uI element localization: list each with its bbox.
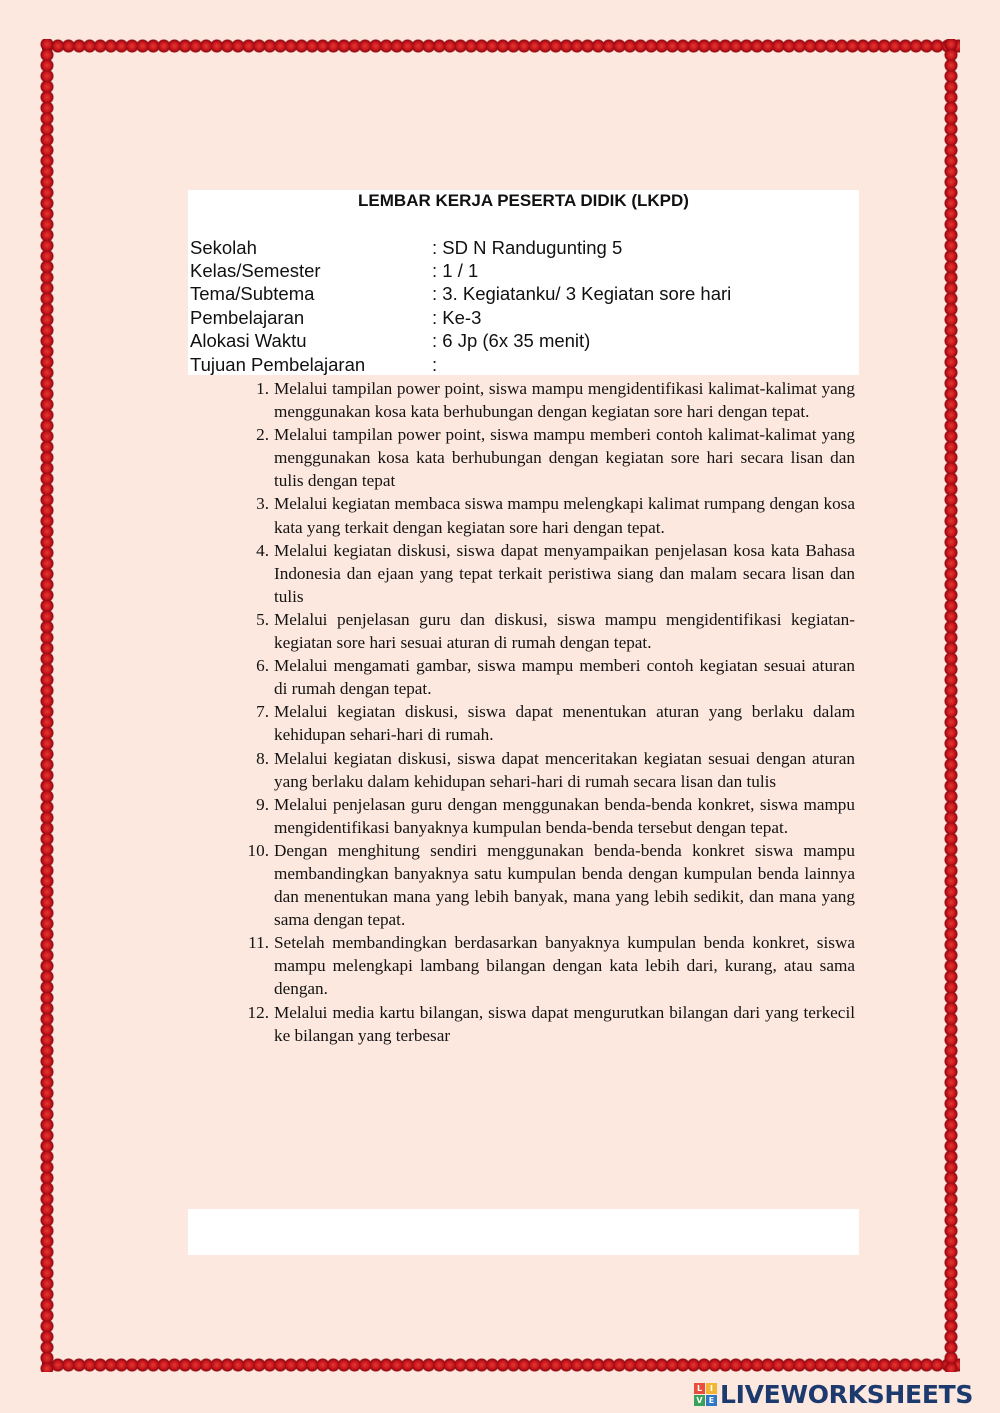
objectives-list [247,377,855,1047]
list-text: Melalui penjelasan guru dan diskusi, siswa mampu mengidentifikasi kegiatan-kegiatan sore hari sesuai aturan di rumah dengan tepat. [274,609,855,653]
liveworksheets-logo [694,1378,973,1410]
decorative-border-left [40,39,54,1372]
logo-text: LIVEWORKSHEETS [720,1379,974,1409]
answer-field[interactable] [188,1209,859,1255]
decorative-border-bottom [42,1358,960,1372]
logo-badge-icon [694,1383,717,1406]
list-item [256,492,855,538]
list-text: Melalui kegiatan diskusi, siswa dapat menentukan aturan yang berlaku dalam kehidupan sehari-hari di rumah. [274,702,855,745]
logo-letter: E [706,1395,717,1406]
info-row-theme [190,282,850,306]
info-value: : 3. Kegiatanku/ 3 Kegiatan sore hari [432,283,732,304]
list-text: Setelah membandingkan berdasarkan banyaknya kumpulan benda konkret, siswa mampu melengkapi lambang bilangan dengan kata lebih dari, kurang, atau sama dengan. [274,933,855,999]
info-label: Pembelajaran [190,307,305,328]
info-row-learning-objectives [190,353,850,377]
info-label: Kelas/Semester [190,260,321,281]
list-item [247,839,855,931]
list-text: Dengan menghitung sendiri menggunakan benda-benda konkret siswa mampu membandingkan banyaknya satu kumpulan benda dengan kumpulan benda lainnya dan menentukan mana yang lebih banyak, mana yang lebih sedikit, dan mana yang sama dengan tepat. [274,840,855,930]
list-text: Melalui tampilan power point, siswa mampu memberi contoh kalimat-kalimat yang menggunakan kosa kata berhubungan dengan kegiatan sore hari secara lisan dan tulis dengan tepat [274,425,855,491]
worksheet-title: LEMBAR KERJA PESERTA DIDIK (LKPD) [358,191,689,210]
info-row-class-semester [190,259,850,283]
list-number: 8. [256,748,269,768]
logo-letter: L [694,1383,705,1394]
list-number: 7. [256,702,269,722]
info-label: Tema/Subtema [190,283,315,304]
list-item [256,700,855,746]
list-number: 2. [256,425,269,445]
list-item [256,608,855,654]
list-number: 9. [256,794,269,814]
list-text: Melalui media kartu bilangan, siswa dapat mengurutkan bilangan dari yang terkecil ke bilangan yang terbesar [274,1002,855,1045]
info-label: Sekolah [190,237,257,258]
decorative-border-right [944,39,958,1372]
logo-letter: V [694,1395,705,1406]
list-item [256,423,855,492]
list-item [247,1001,855,1047]
info-value: : 1 / 1 [432,260,479,281]
info-value: : 6 Jp (6x 35 menit) [432,330,591,351]
info-label: Tujuan Pembelajaran [190,354,366,375]
list-number: 1. [256,379,269,398]
list-text: Melalui kegiatan diskusi, siswa dapat menceritakan kegiatan sesuai dengan aturan yang berlaku dalam kehidupan sehari-hari di rumah secara lisan dan tulis [274,748,855,791]
info-row-school [190,236,850,260]
list-number: 12. [247,1002,269,1022]
list-number: 4. [256,540,269,560]
list-text: Melalui kegiatan membaca siswa mampu melengkapi kalimat rumpang dengan kosa kata yang terkait dengan kegiatan sore hari dengan tepat. [274,494,855,537]
info-row-lesson [190,306,850,330]
list-item [256,654,855,700]
list-number: 3. [256,494,269,514]
info-label: Alokasi Waktu [190,330,307,351]
list-item [248,931,855,1000]
list-number: 5. [256,609,269,629]
list-number: 6. [256,656,269,676]
list-text: Melalui mengamati gambar, siswa mampu memberi contoh kegiatan sesuai aturan di rumah dengan tepat. [274,656,855,699]
info-value: : Ke-3 [432,307,482,328]
list-item [256,539,855,608]
decorative-border-top [42,39,960,53]
logo-letter: I [706,1383,717,1394]
list-item [256,793,855,839]
info-value: : SD N Randugunting 5 [432,237,623,258]
list-text: Melalui kegiatan diskusi, siswa dapat menyampaikan penjelasan kosa kata Bahasa Indonesia dan ejaan yang tepat terkait peristiwa siang dan malam secara lisan dan tulis [274,540,855,606]
list-number: 10. [247,840,269,860]
list-number: 11. [248,933,269,953]
list-item [256,747,855,793]
info-row-time-allocation [190,329,850,353]
info-value: : [432,354,438,375]
list-text: Melalui tampilan power point, siswa mampu mengidentifikasi kalimat-kalimat yang menggunakan kosa kata berhubungan dengan kegiatan sore hari dengan tepat. [274,379,855,422]
list-text: Melalui penjelasan guru dengan menggunakan benda-benda konkret, siswa mampu mengidentifikasi banyaknya kumpulan benda-benda tersebut dengan tepat. [274,794,855,837]
list-item [256,377,855,423]
